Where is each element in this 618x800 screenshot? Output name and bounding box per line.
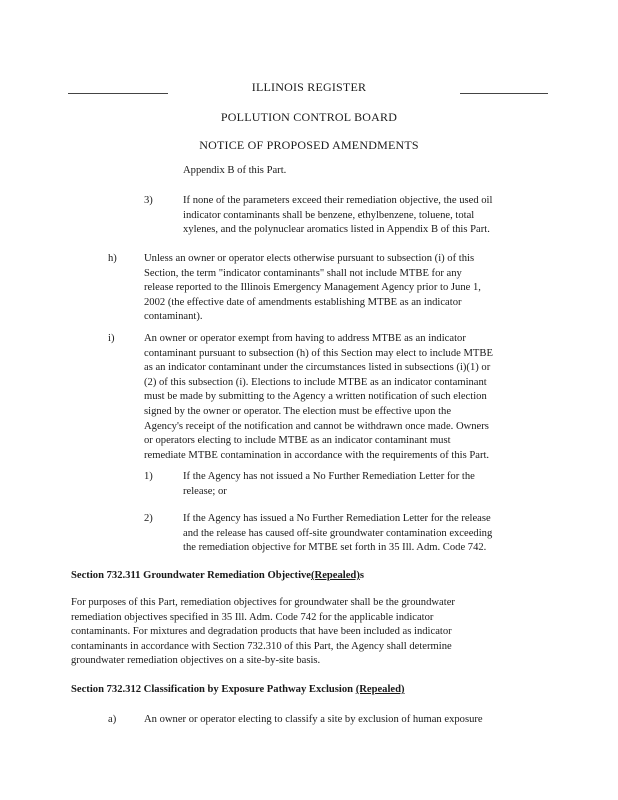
section-311-line: groundwater remediation objectives on a site-by-site basis. [71,655,321,667]
section-311-title: Section 732.311 Groundwater Remediation Objective [71,570,312,581]
item-i-line: contaminant pursuant to subsection (h) of this Section may elect to include MTBE [144,347,493,359]
item-i2-line: and the release has caused off-site groundwater contamination exceeding [183,527,493,539]
section-312-title: Section 732.312 Classification by Exposure Pathway Exclusion [71,684,356,695]
item-a-text: An owner or operator electing to classify a site by exclusion of human exposure [144,714,483,725]
item-3-text [183,194,553,238]
item-i2-line: the remediation objective for MTBE set forth in 35 Ill. Adm. Code 742. [183,542,487,554]
section-311-suffix: s [359,570,364,581]
item-i1-text [183,470,553,499]
item-h-line: 2002 (the effective date of amendments establishing MTBE as an indicator [144,296,462,308]
item-i1-label: 1) [144,471,153,482]
item-i-line: An owner or operator exempt from having to address MTBE as an indicator [144,333,466,344]
item-i-line: or operators electing to include MTBE as an indicator contaminant must [144,435,451,447]
item-i2-label: 2) [144,513,153,524]
item-h-line: Section, the term "indicator contaminants" shall not include MTBE for any [144,267,462,279]
item-3-line: xylenes, and the polynuclear aromatics listed in Appendix B of this Part. [183,224,490,236]
item-3-line: If none of the parameters exceed their remediation objective, the used oil [183,195,493,206]
board-title: POLLUTION CONTROL BOARD [220,110,398,124]
item-3-line: indicator contaminants shall be benzene, ethylbenzene, toluene, total [183,209,475,221]
item-i-line: as an indicator contaminant under the circumstances listed in subsections (i)(1) or [144,362,491,374]
item-h-label: h) [108,253,117,264]
item-i1-line: release; or [183,485,227,497]
register-title: ILLINOIS REGISTER [251,80,367,94]
item-3-label: 3) [144,195,153,206]
item-h-line: Unless an owner or operator elects otherwise pursuant to subsection (i) of this [144,253,475,264]
item-h-text [144,252,554,325]
item-i2-text [183,512,563,556]
item-i2-line: If the Agency has issued a No Further Remediation Letter for the release [183,513,491,524]
section-311-line: contaminants in accordance with Section 732.310 of this Part, the Agency shall determine [71,640,452,652]
notice-title: NOTICE OF PROPOSED AMENDMENTS [199,138,419,152]
item-a-label: a) [108,714,117,725]
section-312-heading [71,683,405,698]
section-311-line: contaminants. For mixtures and degradation products that have been included as indicator [71,626,452,638]
item-i-line: signed by the owner or operator. The election must be effective upon the [144,405,452,417]
section-312-repealed: (Repealed) [355,684,405,695]
item-i-text [144,332,554,463]
section-311-repealed: (Repealed) [311,570,360,581]
intro-fragment: Appendix B of this Part. [183,165,287,176]
item-i-line: remediate MTBE contamination in accordance with the requirements of this Part. [144,449,490,461]
item-h-line: contaminant). [144,311,203,323]
section-311-line: remediation objectives specified in 35 Ill. Adm. Code 742 for the applicable indicator [71,611,434,623]
item-i-line: (2) of this subsection (i). Elections to include MTBE as an indicator contaminant [144,376,487,388]
item-i-line: Agency's receipt of the notification and cannot be withdrawn once made. Owners [144,420,489,432]
section-311-heading [71,569,364,584]
item-i-line: must be made by submitting to the Agency a written notification of such election [144,391,487,403]
item-h-line: release reported to the Illinois Emergency Management Agency prior to June 1, [144,282,481,294]
section-311-body [71,596,561,669]
item-i1-line: If the Agency has not issued a No Further Remediation Letter for the [183,471,475,482]
section-311-line: For purposes of this Part, remediation objectives for groundwater shall be the groundwater [71,597,455,608]
item-i-label: i) [108,333,115,344]
